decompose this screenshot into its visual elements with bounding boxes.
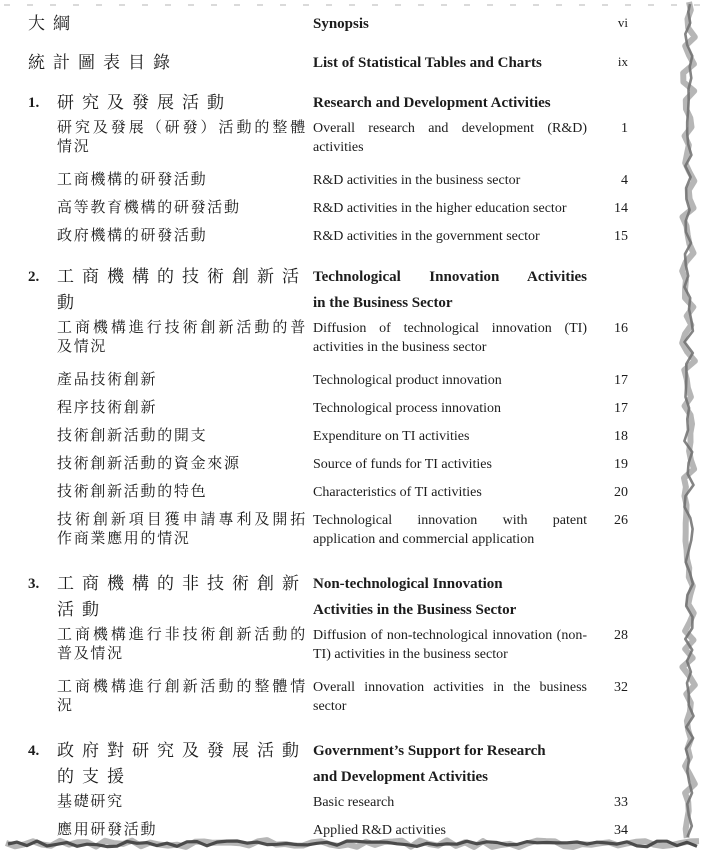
toc-entry bbox=[28, 319, 628, 357]
section-title-line: Activities in the Business Sector bbox=[313, 602, 517, 618]
toc-entry bbox=[28, 119, 628, 157]
section-number: 2. bbox=[28, 269, 40, 285]
section-title-line: Research and Development Activities bbox=[313, 95, 551, 111]
toc-section-heading-3 bbox=[28, 571, 628, 623]
toc-entry bbox=[28, 199, 628, 218]
section-title-chinese: 政府對研究及發展活動的支援 bbox=[57, 741, 307, 786]
toc-page-number: 4 bbox=[621, 173, 628, 188]
toc-chinese-title: 大綱 bbox=[28, 14, 78, 33]
toc-section-heading-1 bbox=[28, 90, 628, 116]
table-of-contents bbox=[28, 13, 628, 840]
toc-page-number: 20 bbox=[614, 485, 628, 500]
toc-page-number: 26 bbox=[614, 513, 628, 528]
section-title-line: Technological Innovation Activities bbox=[313, 269, 587, 285]
section-title-line: Government’s Support for Research bbox=[313, 743, 546, 759]
toc-section-heading-4 bbox=[28, 738, 628, 790]
entry-chinese: 工商機構進行技術創新活動的普及情況 bbox=[57, 320, 307, 355]
section-title-english bbox=[313, 90, 587, 116]
entry-english: Characteristics of TI activities bbox=[313, 485, 482, 500]
toc-page-number: vi bbox=[617, 15, 628, 30]
toc-entry bbox=[28, 227, 628, 246]
toc-entry bbox=[28, 483, 628, 502]
toc-page-number: 32 bbox=[614, 680, 628, 695]
entry-chinese: 技術創新活動的資金來源 bbox=[57, 456, 241, 472]
section-title-line: in the Business Sector bbox=[313, 295, 453, 311]
section-title-english bbox=[313, 571, 587, 623]
entry-chinese: 應用研發活動 bbox=[57, 822, 158, 838]
toc-entry bbox=[28, 371, 628, 390]
entry-chinese: 工商機構的研發活動 bbox=[57, 172, 208, 188]
entry-english: Expenditure on TI activities bbox=[313, 429, 470, 444]
entry-english: Diffusion of technological innovation (TI) activities in the business sector bbox=[313, 321, 587, 355]
entry-english: Diffusion of non-technological innovation (non-TI) activities in the business sector bbox=[313, 628, 587, 662]
entry-english: Basic research bbox=[313, 795, 395, 810]
toc-entry bbox=[28, 455, 628, 474]
section-number: 4. bbox=[28, 743, 40, 759]
entry-english: Technological product innovation bbox=[313, 373, 502, 388]
entry-chinese: 技術創新活動的開支 bbox=[57, 428, 208, 444]
entry-chinese: 研究及發展（研發）活動的整體情況 bbox=[57, 120, 307, 155]
entry-chinese: 工商機構進行非技術創新活動的普及情況 bbox=[57, 627, 307, 662]
entry-chinese: 基礎研究 bbox=[57, 794, 124, 810]
toc-front-row-synopsis bbox=[28, 13, 628, 35]
entry-chinese: 技術創新活動的特色 bbox=[57, 484, 208, 500]
section-title-chinese: 工商機構的技術創新活動 bbox=[57, 267, 307, 312]
toc-english-title: List of Statistical Tables and Charts bbox=[313, 55, 542, 71]
toc-page-number: 16 bbox=[614, 321, 628, 336]
toc-page-number: ix bbox=[617, 54, 628, 69]
toc-entry bbox=[28, 626, 628, 664]
entry-chinese: 產品技術創新 bbox=[57, 372, 158, 388]
toc-english-title: Synopsis bbox=[313, 16, 369, 32]
entry-chinese: 工商機構進行創新活動的整體情況 bbox=[57, 679, 307, 714]
toc-front-row-list-of-tables bbox=[28, 52, 628, 74]
toc-page-number: 19 bbox=[614, 457, 628, 472]
entry-english: Technological innovation with patent application and commercial application bbox=[313, 513, 587, 547]
toc-entry bbox=[28, 171, 628, 190]
section-title-chinese: 研究及發展活動 bbox=[57, 93, 232, 112]
section-title-line: and Development Activities bbox=[313, 769, 488, 785]
toc-entry bbox=[28, 427, 628, 446]
toc-page-number: 17 bbox=[614, 401, 628, 416]
section-number: 3. bbox=[28, 576, 40, 592]
toc-entry bbox=[28, 793, 628, 812]
toc-section-heading-2 bbox=[28, 264, 628, 316]
toc-page-number: 34 bbox=[614, 823, 628, 838]
entry-english: Overall innovation activities in the business sector bbox=[313, 680, 587, 714]
toc-page-number: 15 bbox=[614, 229, 628, 244]
entry-english: R&D activities in the business sector bbox=[313, 173, 521, 188]
entry-english: Overall research and development (R&D) activities bbox=[313, 121, 587, 155]
entry-chinese: 技術創新項目獲申請專利及開拓作商業應用的情況 bbox=[57, 512, 307, 547]
entry-chinese: 程序技術創新 bbox=[57, 400, 158, 416]
toc-page-number: 14 bbox=[614, 201, 628, 216]
toc-page-number: 17 bbox=[614, 373, 628, 388]
toc-entry bbox=[28, 399, 628, 418]
toc-entry bbox=[28, 511, 628, 549]
section-title-english bbox=[313, 264, 587, 316]
section-title-english bbox=[313, 738, 587, 790]
entry-english: Applied R&D activities bbox=[313, 823, 446, 838]
toc-page-number: 33 bbox=[614, 795, 628, 810]
toc-page-number: 18 bbox=[614, 429, 628, 444]
section-title-line: Non-technological Innovation bbox=[313, 576, 503, 592]
section-number: 1. bbox=[28, 95, 40, 111]
toc-entry bbox=[28, 821, 628, 840]
entry-english: R&D activities in the government sector bbox=[313, 229, 540, 244]
toc-chinese-title: 統計圖表目錄 bbox=[28, 53, 178, 72]
toc-entry bbox=[28, 678, 628, 716]
toc-page-number: 28 bbox=[614, 628, 628, 643]
entry-chinese: 高等教育機構的研發活動 bbox=[57, 200, 241, 216]
entry-chinese: 政府機構的研發活動 bbox=[57, 228, 208, 244]
entry-english: Source of funds for TI activities bbox=[313, 457, 492, 472]
section-title-chinese: 工商機構的非技術創新活動 bbox=[57, 574, 307, 619]
entry-english: Technological process innovation bbox=[313, 401, 501, 416]
toc-page-number: 1 bbox=[621, 121, 628, 136]
entry-english: R&D activities in the higher education sector bbox=[313, 201, 567, 216]
